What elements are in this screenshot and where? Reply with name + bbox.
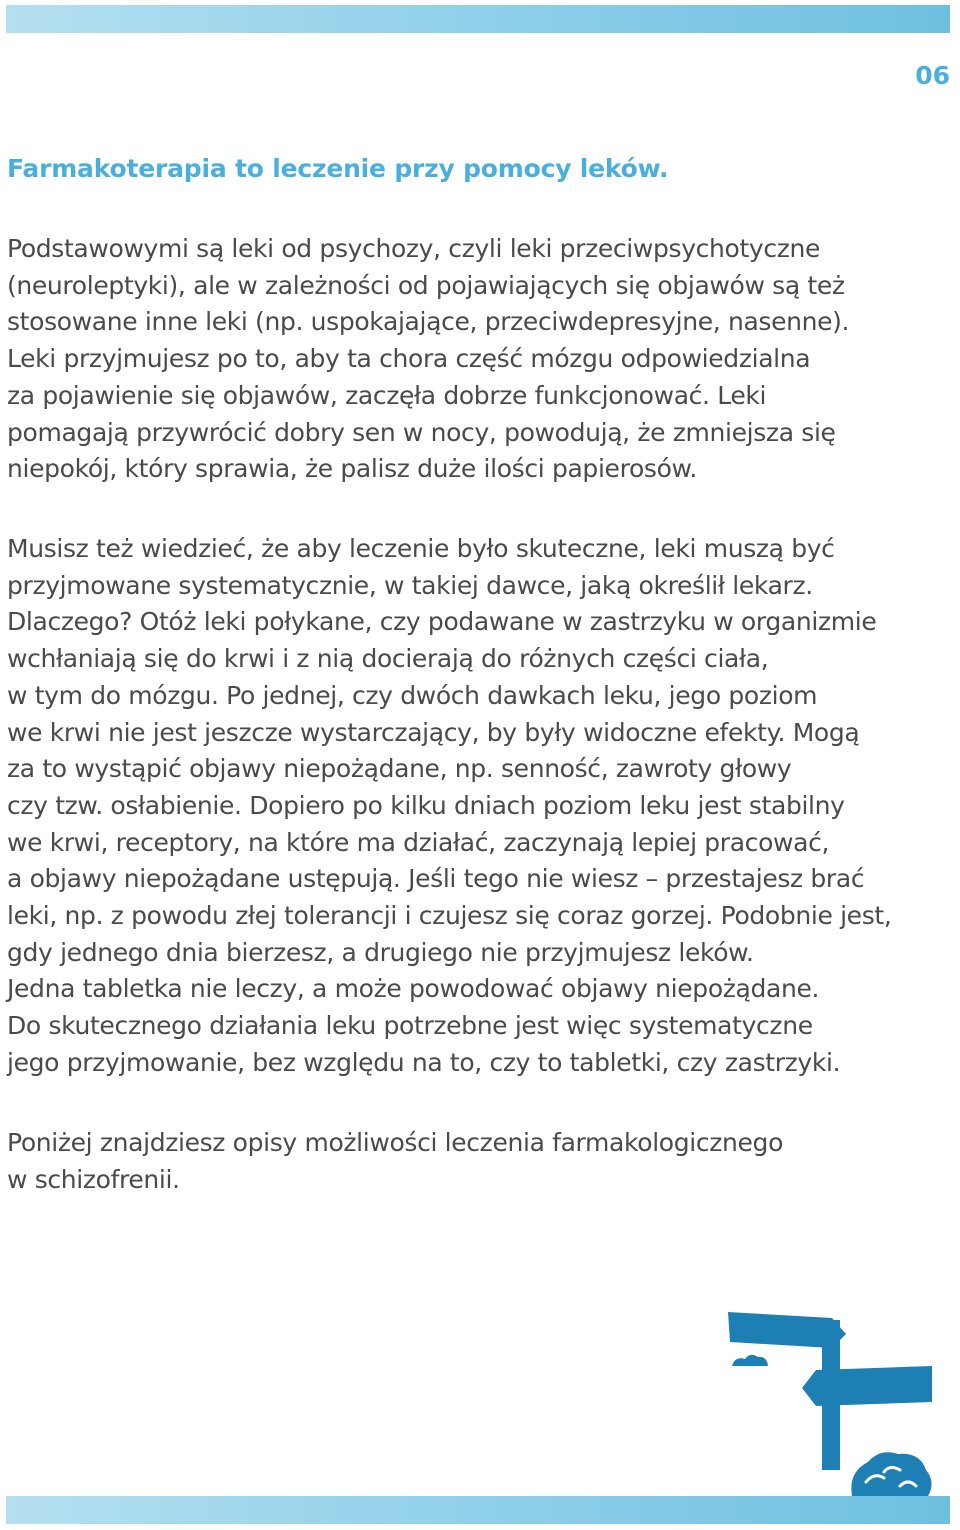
text-line: jego przyjmowanie, bez względu na to, czy to tabletki, czy zastrzyki. — [7, 1047, 841, 1077]
text-line: Dlaczego? Otóż leki połykane, czy podawane w zastrzyku w organizmie — [7, 607, 877, 637]
text-line: w tym do mózgu. Po jednej, czy dwóch dawkach leku, jego poziom — [7, 680, 818, 710]
text-line: Jedna tabletka nie leczy, a może powodować objawy niepożądane. — [7, 974, 820, 1004]
text-line: gdy jednego dnia bierzesz, a drugiego nie przyjmujesz leków. — [7, 937, 754, 967]
text-line: wchłaniają się do krwi i z nią docierają do różnych części ciała, — [7, 644, 769, 674]
text-line: Musisz też wiedzieć, że aby leczenie było skuteczne, leki muszą być — [7, 534, 835, 563]
text-line: a objawy niepożądane ustępują. Jeśli tego nie wiesz – przestajesz brać — [7, 864, 865, 894]
paragraph-1 — [7, 231, 952, 488]
text-line: niepokój, który sprawia, że palisz duże ilości papierosów. — [7, 454, 697, 484]
text-line: czy tzw. osłabienie. Dopiero po kilku dniach poziom leku jest stabilny — [7, 790, 845, 820]
text-line: we krwi nie jest jeszcze wystarczający, by były widoczne efekty. Mogą — [7, 717, 860, 747]
text-line: przyjmowane systematycznie, w takiej dawce, jaką określił lekarz. — [7, 570, 813, 600]
text-line: (neuroleptyki), ale w zależności od pojawiających się objawów są też — [7, 270, 845, 300]
text-line: pomagają przywrócić dobry sen w nocy, powodują, że zmniejsza się — [7, 417, 836, 447]
text-line: we krwi, receptory, na które ma działać, zaczynają lepiej pracować, — [7, 827, 830, 857]
text-line: Poniżej znajdziesz opisy możliwości leczenia farmakologicznego — [7, 1128, 784, 1157]
cloud-icon — [732, 1355, 768, 1366]
text-line: Do skutecznego działania leku potrzebne jest więc systematyczne — [7, 1011, 813, 1041]
text-line: za pojawienie się objawów, zaczęła dobrze funkcjonować. Leki — [7, 380, 767, 410]
text-line: leki, np. z powodu złej tolerancji i czujesz się coraz gorzej. Podobnie jest, — [7, 901, 892, 931]
text-line: Podstawowymi są leki od psychozy, czyli leki przeciwpsychotyczne — [7, 234, 821, 263]
text-line: stosowane inne leki (np. uspokajające, przeciwdepresyjne, nasenne). — [7, 307, 850, 337]
top-decorative-band — [6, 5, 950, 33]
text-line: w schizofrenii. — [7, 1164, 180, 1194]
signpost-brain-illustration — [720, 1300, 960, 1500]
text-line: Leki przyjmujesz po to, aby ta chora część mózgu odpowiedzialna — [7, 344, 811, 374]
text-line: za to wystąpić objawy niepożądane, np. senność, zawroty głowy — [7, 754, 792, 784]
page-number: 06 — [915, 61, 950, 90]
paragraph-2 — [7, 531, 952, 1082]
bottom-decorative-band — [6, 1496, 950, 1524]
paragraph-3 — [7, 1125, 952, 1198]
section-heading: Farmakoterapia to leczenie przy pomocy leków. — [7, 154, 669, 183]
